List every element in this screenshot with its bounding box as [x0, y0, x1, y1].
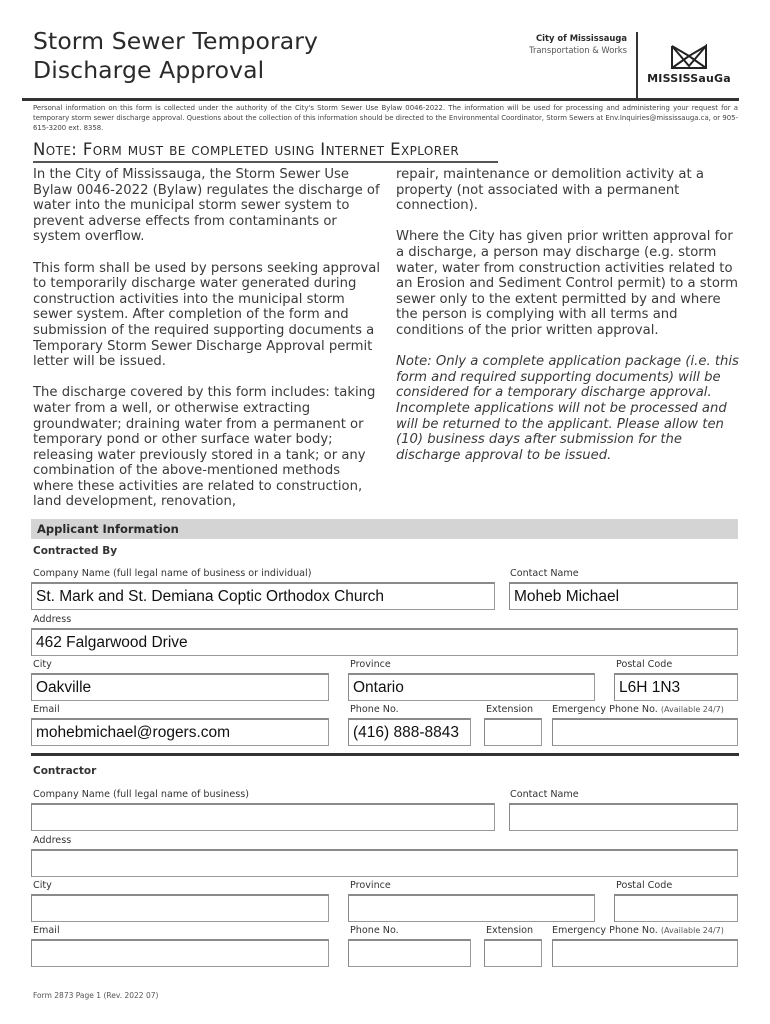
- contracted-by-company-name-field[interactable]: St. Mark and St. Demiana Coptic Orthodox Church: [31, 582, 495, 610]
- mississauga-m-logo-icon: [669, 44, 709, 70]
- emergency-phone-availability: (Available 24/7): [660, 926, 724, 935]
- form-footer: Form 2873 Page 1 (Rev. 2022 07): [33, 991, 159, 1000]
- organization-block: [529, 33, 627, 56]
- emergency-phone-label: [552, 704, 724, 715]
- applicant-information-header: Applicant Information: [31, 519, 738, 539]
- contracted-by-province-field[interactable]: Ontario: [348, 673, 595, 701]
- province-label: Province: [350, 659, 391, 670]
- contractor-city-field[interactable]: [31, 894, 329, 922]
- contractor-address-field[interactable]: [31, 849, 738, 877]
- contracted-by-heading: Contracted By: [33, 545, 118, 557]
- address-label: Address: [33, 614, 72, 625]
- email-label: Email: [33, 704, 60, 715]
- phone-label: Phone No.: [350, 704, 399, 715]
- contractor-city-label: City: [33, 880, 52, 891]
- company-name-label: Company Name (full legal name of business or individual): [33, 568, 312, 579]
- contractor-heading: Contractor: [33, 765, 97, 777]
- contractor-province-field[interactable]: [348, 894, 595, 922]
- contracted-by-contact-name-field[interactable]: Moheb Michael: [509, 582, 738, 610]
- contractor-phone-field[interactable]: [348, 939, 471, 967]
- emergency-phone-label-text: Emergency Phone No.: [552, 704, 658, 715]
- postal-code-label: Postal Code: [616, 659, 673, 670]
- intro-paragraph: This form shall be used by persons seeking approval to temporarily discharge water generated during construction activities into the municipal storm sewer system. After completion of the form and submission of the required supporting documents a Temporary Storm Sewer Discharge Approval permit letter will be issued.: [33, 260, 381, 370]
- contractor-province-label: Province: [350, 880, 391, 891]
- intro-paragraph: repair, maintenance or demolition activity at a property (not associated with a permanent connection).: [396, 167, 704, 214]
- org-name: City of Mississauga: [536, 33, 627, 43]
- contractor-company-name-field[interactable]: [31, 803, 495, 831]
- contractor-postal-code-label: Postal Code: [616, 880, 673, 891]
- extension-label: Extension: [486, 704, 534, 715]
- logo-wordmark: MISSISSauGa: [647, 72, 731, 85]
- intro-left-column: [33, 167, 381, 526]
- intro-paragraph: In the City of Mississauga, the Storm Sewer Use Bylaw 0046-2022 (Bylaw) regulates the discharge of water into the municipal storm sewer system to prevent adverse effects from contaminants or system overflow.: [33, 167, 380, 245]
- intro-paragraph: The discharge covered by this form includes: taking water from a well, or otherwise extracting groundwater; draining water from a permanent or temporary pond or other surface water body; releasing water previously stored in a tank; or any combination of the above-mentioned methods where these activities are related to construction, land development, renovation,: [33, 385, 376, 510]
- emergency-phone-availability: (Available 24/7): [660, 705, 724, 714]
- contractor-extension-label: Extension: [486, 925, 534, 936]
- title-line-2: Discharge Approval: [33, 56, 265, 84]
- page-title: [33, 27, 318, 85]
- contact-name-label: Contact Name: [510, 568, 579, 579]
- org-department: Transportation & Works: [529, 44, 627, 55]
- note-rule: [33, 161, 498, 163]
- contractor-emergency-phone-label: [552, 925, 724, 936]
- contracted-by-emergency-phone-field[interactable]: [552, 718, 738, 746]
- mississauga-logo: [643, 44, 735, 92]
- section-divider: [31, 753, 739, 756]
- contractor-extension-field[interactable]: [484, 939, 542, 967]
- contractor-postal-code-field[interactable]: [614, 894, 738, 922]
- application-note: Note: Only a complete application package (i.e. this form and required supporting documents) will be considered for a temporary discharge approval. Incomplete applications will not be processed and will be returned to the applicant. Please allow ten (10) business days after submission for the discharge approval to be issued.: [396, 354, 739, 463]
- emergency-phone-label-text: Emergency Phone No.: [552, 925, 658, 936]
- contractor-contact-name-label: Contact Name: [510, 789, 579, 800]
- contracted-by-email-field[interactable]: mohebmichael@rogers.com: [31, 718, 329, 746]
- privacy-notice: Personal information on this form is collected under the authority of the City's Storm Sewer Use Bylaw 0046-2022. The information will be used for processing and administering your request for a temporary storm sewer discharge approval. Questions about the collection of this information should be directed to the Environmental Coordinator, Storm Sewers at Env.Inquiries@mississauga.ca, or 905-615-3200 ext. 8358.: [33, 104, 738, 133]
- header-vertical-divider: [636, 32, 638, 99]
- intro-right-column: [396, 167, 741, 479]
- contracted-by-extension-field[interactable]: [484, 718, 542, 746]
- contractor-email-label: Email: [33, 925, 60, 936]
- contracted-by-address-field[interactable]: 462 Falgarwood Drive: [31, 628, 738, 656]
- contractor-phone-label: Phone No.: [350, 925, 399, 936]
- contractor-email-field[interactable]: [31, 939, 329, 967]
- contracted-by-phone-field[interactable]: (416) 888-8843: [348, 718, 471, 746]
- city-label: City: [33, 659, 52, 670]
- intro-paragraph: Where the City has given prior written approval for a discharge, a person may discharge (e.g. storm water, water from construction activities related to an Erosion and Sediment Control permit) to a storm sewer only to the extent permitted by and where the person is complying with all terms and conditions of the prior written approval.: [396, 229, 738, 338]
- contracted-by-postal-code-field[interactable]: L6H 1N3: [614, 673, 738, 701]
- contracted-by-city-field[interactable]: Oakville: [31, 673, 329, 701]
- contractor-company-name-label: Company Name (full legal name of business): [33, 789, 249, 800]
- contractor-contact-name-field[interactable]: [509, 803, 738, 831]
- note-heading: Note: Form must be completed using Internet Explorer: [33, 140, 460, 159]
- contractor-emergency-phone-field[interactable]: [552, 939, 738, 967]
- title-line-1: Storm Sewer Temporary: [33, 27, 319, 55]
- header-rule: [22, 98, 739, 101]
- contractor-address-label: Address: [33, 835, 72, 846]
